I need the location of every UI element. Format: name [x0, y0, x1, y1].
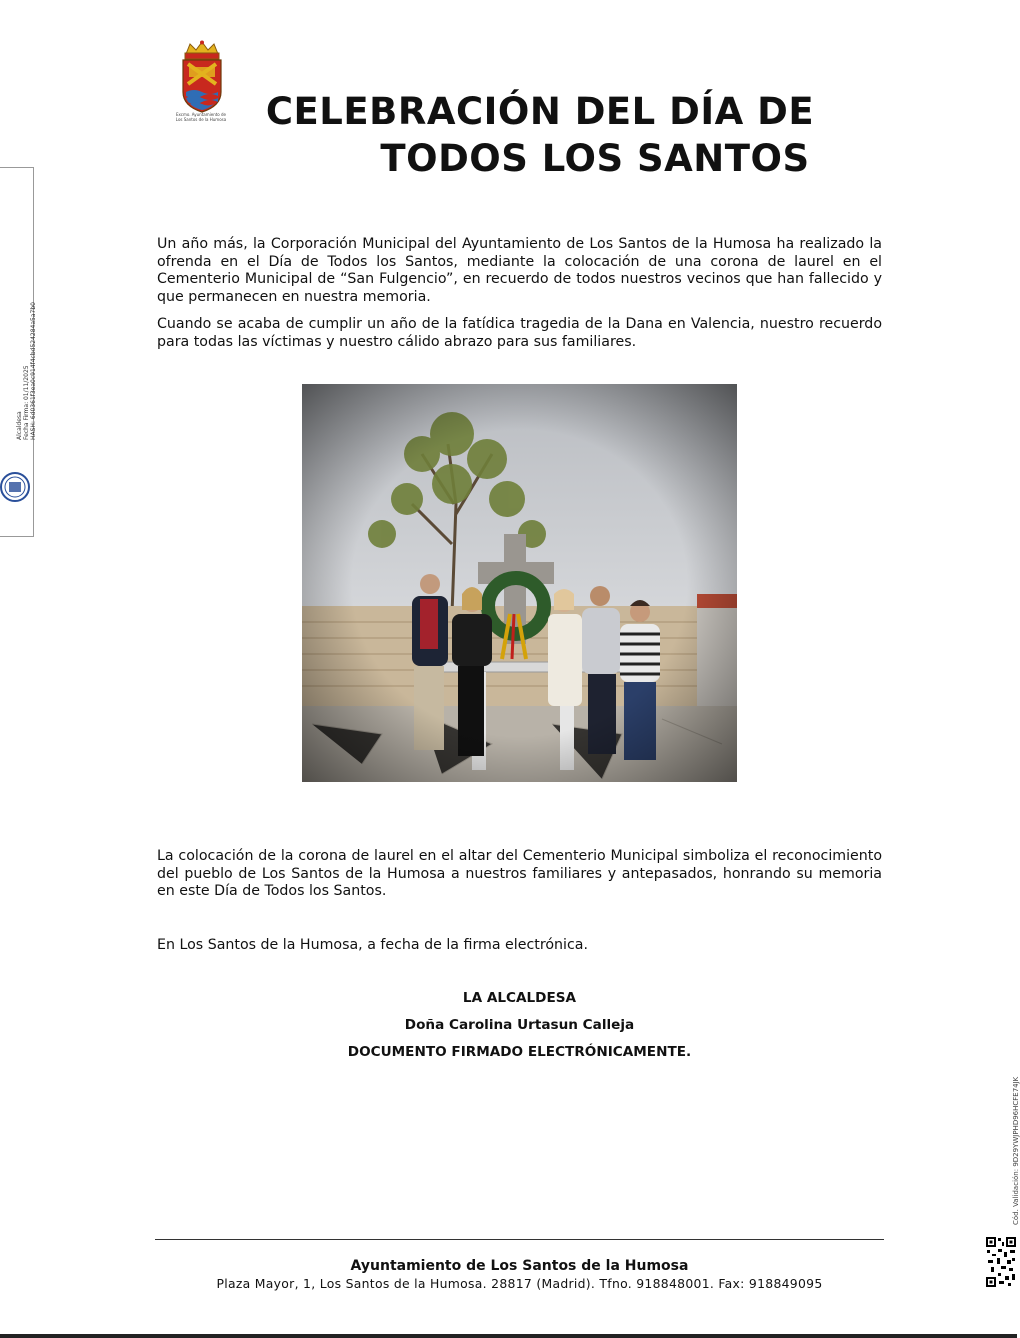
cemetery-photo	[302, 384, 737, 782]
footer-organization: Ayuntamiento de Los Santos de la Humosa	[350, 1258, 689, 1274]
footer-divider	[155, 1239, 884, 1240]
paragraph-dana: Cuando se acaba de cumplir un año de la fatídica tragedia de la Dana en Valencia, nuestro recuerdo para todas las víctimas y nuestro cálido abrazo para sus familiares.	[157, 316, 882, 350]
stamp-line-hash: HASH: 6d0361f3ea0c914f4cbd524284a5a7b0	[30, 302, 37, 440]
title-line-2: TODOS LOS SANTOS	[380, 137, 810, 180]
footer-address: Plaza Mayor, 1, Los Santos de la Humosa. 28817 (Madrid). Tfno. 918848001. Fax: 918849095	[216, 1276, 823, 1291]
seal-icon	[0, 472, 30, 502]
crest-caption	[170, 112, 232, 122]
page-bottom-rule	[0, 1334, 1017, 1338]
paragraph-place-date: En Los Santos de la Humosa, a fecha de la firma electrónica.	[157, 937, 588, 953]
stamp-line-role: Alcaldesa	[16, 411, 23, 440]
validation-code: Cód. Validación: 9D29YWJPHD96HCFE74JK	[1012, 1076, 1020, 1225]
signature-note: DOCUMENTO FIRMADO ELECTRÓNICAMENTE.	[347, 1044, 692, 1060]
qr-code-icon[interactable]	[985, 1236, 1017, 1288]
crest-caption-line2: Los Santos de la Humosa	[175, 117, 227, 122]
stamp-line-date: Fecha Firma: 01/11/2025	[23, 365, 30, 440]
signature-name: Doña Carolina Urtasun Calleja	[404, 1017, 635, 1033]
paragraph-intro: Un año más, la Corporación Municipal del Ayuntamiento de Los Santos de la Humosa ha realizado la ofrenda en el Día de Todos los Santos, mediante la colocación de una corona de laurel en el Cementerio Municipal de “San Fulgencio”, en recuerdo de todos nuestros vecinos que han fallecido y que permanecen en nuestra memoria.	[157, 236, 882, 305]
crest-caption-line1: Excmo. Ayuntamiento de	[175, 112, 227, 117]
title-line-1: CELEBRACIÓN DEL DÍA DE	[265, 90, 815, 133]
signature-stamp-text	[16, 260, 37, 440]
page-title	[230, 88, 850, 182]
signature-role: LA ALCALDESA	[462, 990, 577, 1006]
paragraph-meaning: La colocación de la corona de laurel en el altar del Cementerio Municipal simboliza el reconocimiento del pueblo de Los Santos de la Humosa a nuestros familiares y antepasados, honrando su memoria en este Día de Todos los Santos.	[157, 848, 882, 900]
